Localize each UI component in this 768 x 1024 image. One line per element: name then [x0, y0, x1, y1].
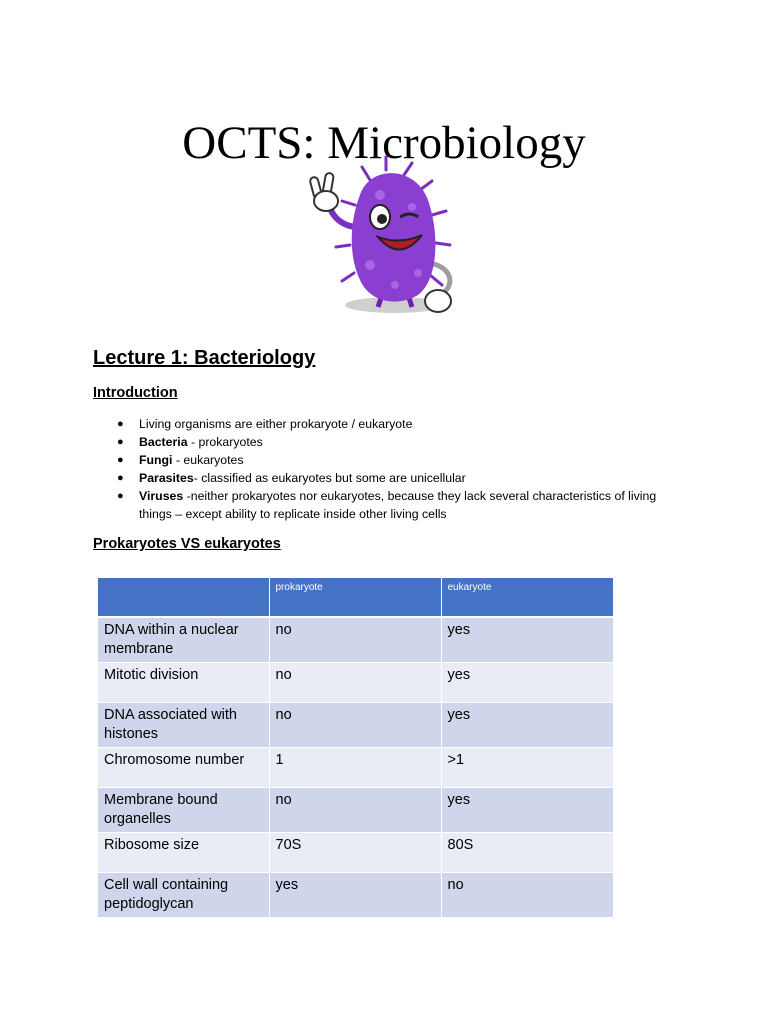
- page-title: OCTS: Microbiology: [182, 117, 586, 170]
- table-cell: no: [269, 663, 441, 703]
- lecture-title: Lecture 1: Bacteriology: [93, 347, 316, 369]
- table-header-cell: prokaryote: [269, 578, 441, 617]
- table-header-cell: eukaryote: [441, 578, 613, 617]
- table-cell: 70S: [269, 833, 441, 873]
- table-row: [98, 703, 613, 748]
- comparison-heading: Prokaryotes VS eukaryotes: [93, 536, 281, 552]
- table-cell: no: [269, 703, 441, 748]
- bacteria-mascot-icon: [300, 155, 465, 325]
- table-row: [98, 617, 613, 663]
- table-cell: 80S: [441, 833, 613, 873]
- table-row: [98, 833, 613, 873]
- comparison-table: [98, 578, 614, 918]
- introduction-heading: Introduction: [93, 385, 178, 401]
- table-row: [98, 788, 613, 833]
- table-row: [98, 748, 613, 788]
- table-header-cell: [98, 578, 269, 617]
- table-cell: yes: [441, 663, 613, 703]
- table-cell: DNA within a nuclear membrane: [98, 617, 269, 663]
- table-row: [98, 663, 613, 703]
- table-cell: yes: [441, 788, 613, 833]
- list-item: ● Viruses -neither prokaryotes nor eukaryotes, because they lack several characteristics of living things – except ability to replicate inside other living cells: [117, 489, 657, 521]
- table-cell: Mitotic division: [98, 663, 269, 703]
- table-cell: >1: [441, 748, 613, 788]
- table-cell: no: [269, 788, 441, 833]
- table-cell: 1: [269, 748, 441, 788]
- list-item: ● Fungi - eukaryotes: [117, 453, 244, 467]
- table-cell: no: [269, 617, 441, 663]
- table-cell: yes: [269, 873, 441, 918]
- list-item: ● Living organisms are either prokaryote / eukaryote: [117, 417, 413, 431]
- table-header-row: [98, 578, 613, 617]
- table-cell: Membrane bound organelles: [98, 788, 269, 833]
- table-cell: DNA associated with histones: [98, 703, 269, 748]
- table-cell: yes: [441, 703, 613, 748]
- table-cell: Chromosome number: [98, 748, 269, 788]
- table-row: [98, 873, 613, 918]
- list-item: ● Parasites- classified as eukaryotes but some are unicellular: [117, 471, 466, 485]
- table-cell: no: [441, 873, 613, 918]
- list-item: ● Bacteria - prokaryotes: [117, 435, 263, 449]
- introduction-bullet-list: [117, 415, 679, 523]
- table-cell: Cell wall containing peptidoglycan: [98, 873, 269, 918]
- table-cell: Ribosome size: [98, 833, 269, 873]
- table-cell: yes: [441, 617, 613, 663]
